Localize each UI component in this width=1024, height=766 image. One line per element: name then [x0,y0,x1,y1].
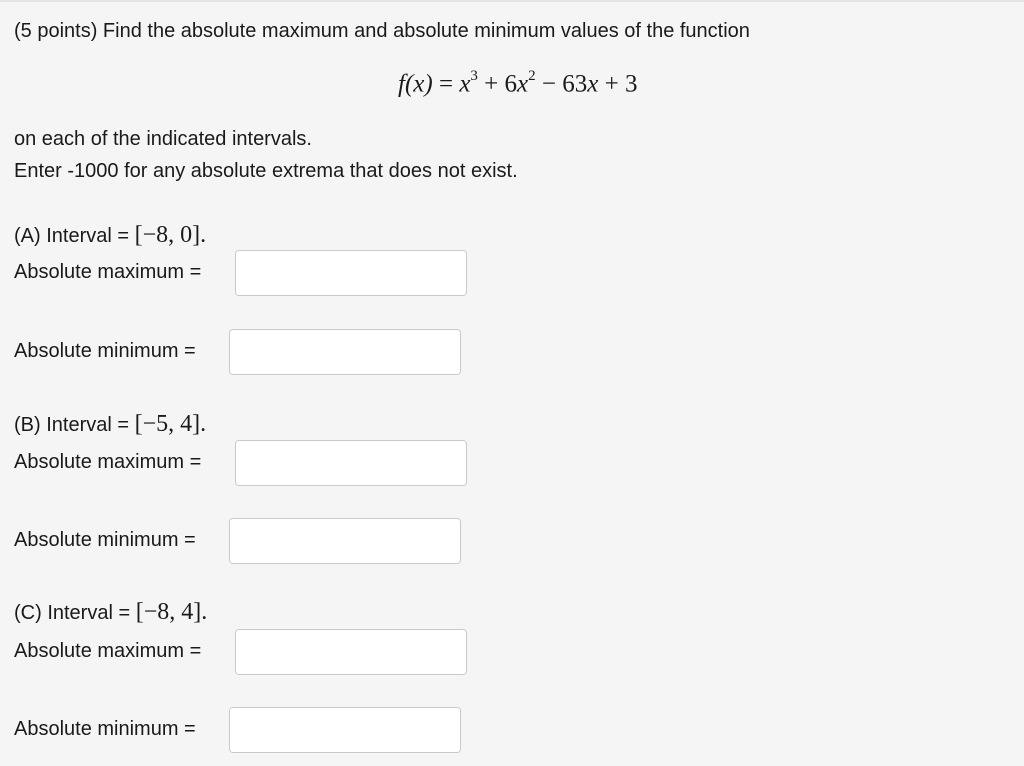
part-a-min-input[interactable] [230,330,461,374]
part-c-max-label: Absolute maximum = [14,640,202,662]
part-b-max-label: Absolute maximum = [14,451,202,473]
part-a-label-text: (A) Interval = [14,225,135,247]
part-c-interval: [−8, 4] [135,599,202,625]
part-b-max-input[interactable] [236,441,467,485]
part-c-max-answer-box [235,629,467,675]
part-a-interval: [−8, 0] [134,222,201,248]
part-b-period: . [200,411,207,437]
formula-term4: + 3 [598,70,638,98]
instruction-intervals: on each of the indicated intervals. [14,128,312,150]
part-a-max-label: Absolute maximum = [14,261,202,283]
instruction-enter: Enter -1000 for any absolute extrema that does not exist. [14,160,518,182]
part-c-label [14,599,207,626]
part-b-interval: [−5, 4] [134,411,201,437]
part-c-period: . [201,599,208,625]
formula-term3-coef: − 63 [535,70,588,98]
part-c-min-answer-box [229,707,461,753]
formula-exp2: 2 [528,68,536,84]
formula-term2: x [517,70,529,98]
function-formula [398,70,637,98]
part-a-min-answer-box [229,329,461,375]
top-divider [0,0,1024,2]
formula-term3: x [587,70,599,98]
formula-term1: x [459,70,471,98]
part-a-label [14,222,206,249]
part-b-max-answer-box [235,440,467,486]
part-c-max-input[interactable] [236,630,467,674]
formula-term2-coef: + 6 [477,70,518,98]
part-b-min-input[interactable] [230,519,461,563]
formula-lhs: f(x) [398,70,433,98]
part-b-label [14,411,206,438]
part-a-max-input[interactable] [236,251,467,295]
part-b-min-answer-box [229,518,461,564]
part-c-label-text: (C) Interval = [14,602,136,624]
part-b-label-text: (B) Interval = [14,414,135,436]
part-c-min-input[interactable] [230,708,461,752]
part-a-period: . [200,222,207,248]
formula-equals: = [432,70,460,98]
part-a-min-label: Absolute minimum = [14,340,196,362]
question-text: (5 points) Find the absolute maximum and absolute minimum values of the function [14,20,750,42]
part-a-max-answer-box [235,250,467,296]
part-b-min-label: Absolute minimum = [14,529,196,551]
formula-exp1: 3 [470,68,478,84]
part-c-min-label: Absolute minimum = [14,718,196,740]
